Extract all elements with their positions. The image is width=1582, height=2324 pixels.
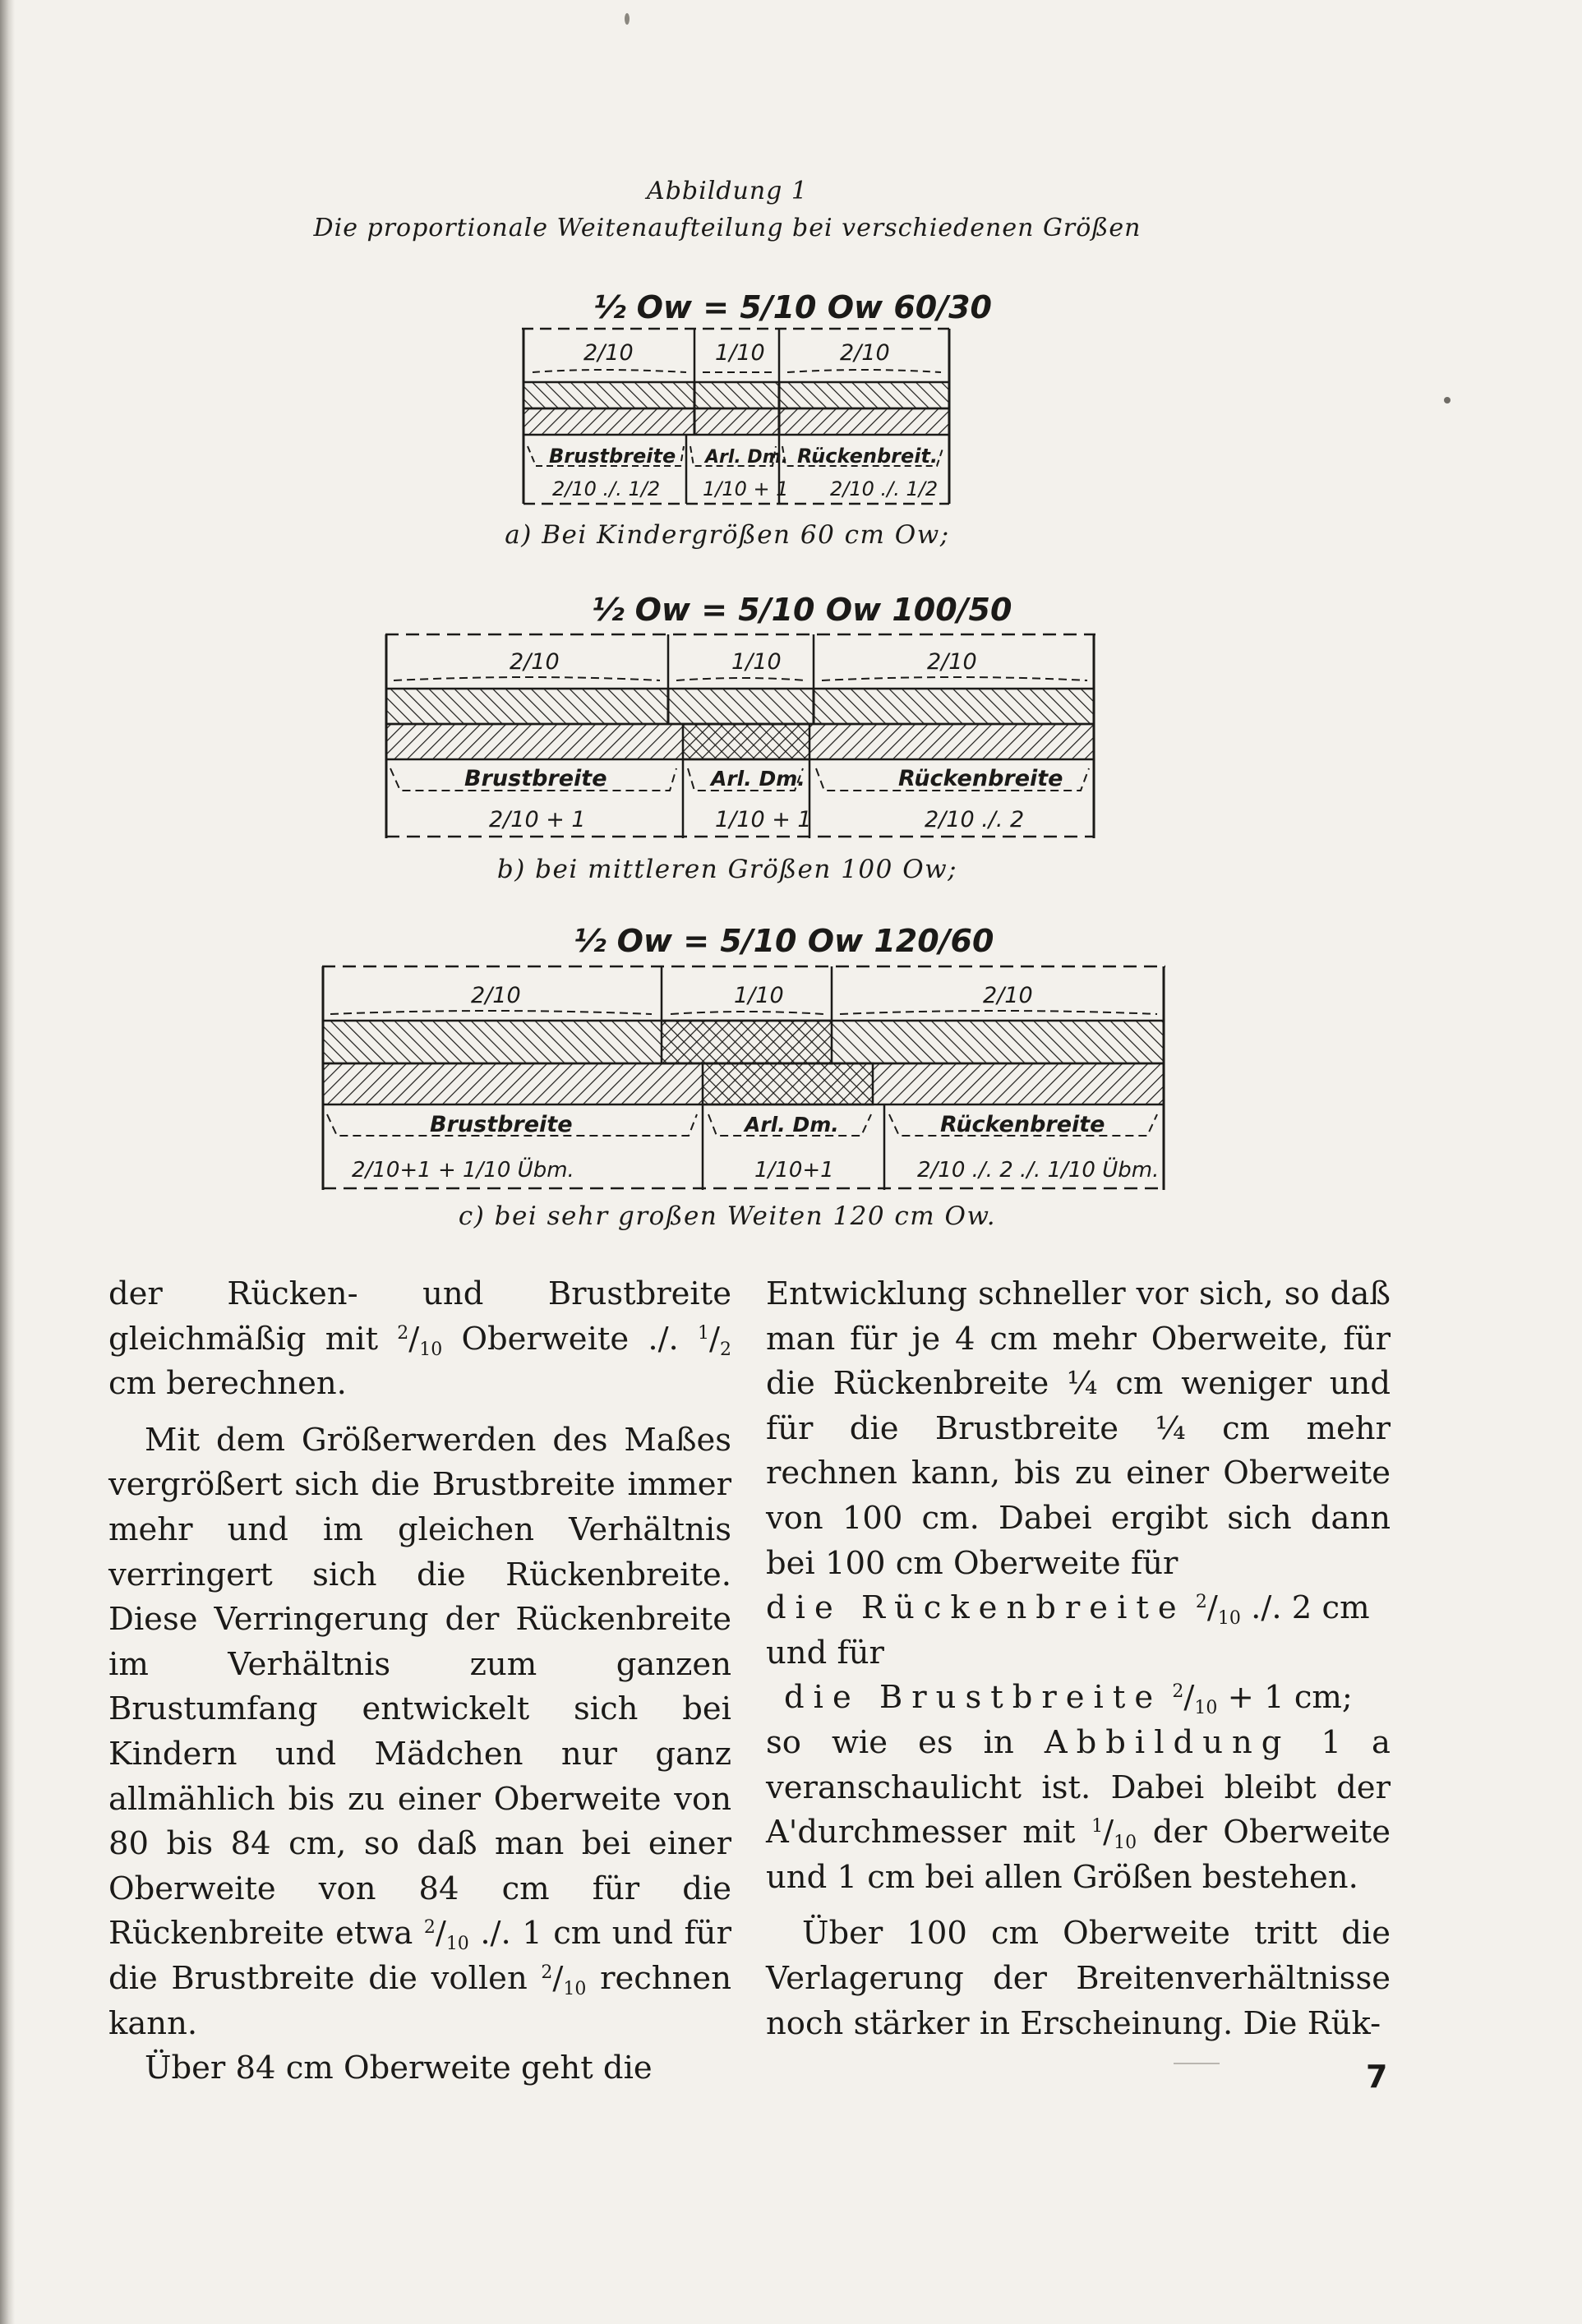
figure-b	[382, 592, 1105, 838]
page-number: 7	[1366, 2059, 1388, 2095]
figure-b-diagram	[382, 592, 1105, 838]
figure-b-caption: b) bei mittleren Größen 100 Ow;	[496, 855, 958, 884]
figure-b-title: ½ Ow = 5/10 Ow 100/50	[592, 592, 1012, 628]
figure-a-formula-1: 2/10 ./. 1/2	[552, 477, 661, 500]
fraction-quarter: ¼	[1067, 1365, 1098, 1403]
right-paragraph-1: Entwicklung schneller vor sich, so daß man für je 4 cm mehr Oberweite, für die Rückenbreite ¼ cm weniger und für die Brustbreite ¼ cm mehr rechnen kann, bis zu einer Oberweite von 100 cm. Dabei ergibt sich dann bei 100 cm Oberweite für	[766, 1275, 1391, 1582]
figure-b-top-3: 2/10	[927, 649, 977, 675]
fraction-two-tenths: $^2/_{10}$	[541, 1959, 587, 1999]
figure-a-title: ½ Ow = 5/10 Ow 60/30	[593, 289, 992, 325]
figure-a-caption: a) Bei Kindergrößen 60 cm Ow;	[505, 520, 950, 550]
fraction-one-tenth: $^1/_{10}$	[1091, 1814, 1137, 1854]
fraction-one-half: $^1/_2$	[698, 1320, 731, 1360]
page-edge-shadow	[0, 0, 15, 2324]
figure-b-formula-1: 2/10 + 1	[489, 807, 586, 832]
figure-a	[518, 289, 992, 507]
figure-b-formula-3: 2/10 ./. 2	[925, 807, 1025, 832]
figure-a-top-3: 2/10	[840, 340, 890, 366]
figure-b-formula-2: 1/10 + 1	[715, 807, 812, 832]
fraction-two-tenths: $^2/_{10}$	[423, 1915, 469, 1955]
figure-a-top-1: 2/10	[583, 340, 634, 366]
figure-c-name-brust: Brustbreite	[430, 1112, 573, 1137]
figure-a-name-brust: Brustbreite	[549, 445, 676, 468]
figure-b-top-1: 2/10	[510, 649, 560, 675]
figure-c-name-ruecken: Rückenbreite	[940, 1112, 1105, 1137]
print-speck	[1444, 397, 1451, 403]
figure-c-caption: c) bei sehr großen Weiten 120 cm Ow.	[458, 1201, 997, 1231]
figure-c-top-3: 2/10	[983, 983, 1033, 1008]
right-line-rueckenbreite: die Rückenbreite $^2/_{10}$ ./. 2 cm	[766, 1589, 1370, 1630]
figure-a-name-arl: Arl. Dm.	[705, 447, 788, 468]
fraction-two-tenths: $^2/_{10}$	[397, 1320, 443, 1360]
margin-mark	[1174, 2063, 1220, 2064]
figure-c-title: ½ Ow = 5/10 Ow 120/60	[574, 923, 994, 959]
figure-c-name-arl: Arl. Dm.	[745, 1113, 839, 1137]
figure-a-formula-3: 2/10 ./. 1/2	[830, 477, 939, 500]
figure-b-top-2: 1/10	[731, 649, 782, 675]
figure-a-formula-2: 1/10 + 1	[703, 477, 789, 500]
figure-c-formula-1: 2/10+1 + 1/10 Übm.	[352, 1158, 574, 1183]
figure-a-name-ruecken: Rückenbreit.	[797, 445, 939, 468]
fraction-quarter: ¼	[1155, 1409, 1186, 1447]
left-paragraph-1: der Rücken- und Brustbreite gleichmäßig mit $^2/_{10}$ Oberweite ./. $^1/_2$ cm berechnen.	[108, 1275, 731, 1403]
figure-b-name-ruecken: Rückenbreite	[898, 766, 1063, 791]
figure-label: Abbildung 1	[647, 177, 808, 205]
figure-c-formula-3: 2/10 ./. 2 ./. 1/10 Übm.	[917, 1158, 1160, 1183]
right-paragraph-3: Über 100 cm Oberweite tritt die Verlagerung der Breitenverhältnisse noch stärker in Erscheinung. Die Rük-	[766, 1915, 1391, 2042]
figure-b-name-arl: Arl. Dm.	[711, 767, 805, 791]
right-paragraph-2: so wie es in Abbildung 1 a veranschaulicht ist. Dabei bleibt der A'durchmesser mit $^1/_{10}$ der Oberweite und 1 cm bei allen Größen bestehen.	[766, 1723, 1391, 1896]
print-speck	[625, 13, 630, 25]
figure-c-diagram	[319, 920, 1174, 1192]
fraction-two-tenths: $^2/_{10}$	[1172, 1679, 1218, 1719]
figure-a-top-2: 1/10	[715, 340, 765, 366]
figure-title: Die proportionale Weitenaufteilung bei verschiedenen Größen	[313, 214, 1142, 242]
text-column-right	[766, 1272, 1391, 2046]
fraction-two-tenths: $^2/_{10}$	[1195, 1589, 1241, 1630]
left-paragraph-3: Über 84 cm Oberweite geht die	[145, 2050, 653, 2087]
figure-a-diagram	[518, 289, 992, 507]
figure-c	[319, 920, 1174, 1192]
text-column-left	[108, 1272, 731, 2091]
figure-c-top-2: 1/10	[734, 983, 784, 1008]
right-line-brustbreite: die Brustbreite $^2/_{10} + 1$ cm;	[784, 1679, 1353, 1719]
figure-c-formula-2: 1/10+1	[754, 1158, 834, 1183]
left-paragraph-2: Mit dem Größerwerden des Maßes vergrößert sich die Brustbreite immer mehr und im gleichen Verhältnis verringert sich die Rückenbreite. Diese Verringerung der Rückenbreite im Verhältnis zum ganzen Brustumfang entwickelt sich bei Kindern und Mädchen nur ganz allmählich bis zu einer Oberweite von 80 bis 84 cm, so daß man bei einer Oberweite von 84 cm für die Rückenbreite etwa $^2/_{10}$ ./. 1 cm und für die Brustbreite die vollen $^2/_{10}$ rechnen kann.	[108, 1421, 731, 2042]
figure-c-top-1: 2/10	[471, 983, 521, 1008]
figure-b-name-brust: Brustbreite	[464, 766, 607, 791]
right-line-und-fuer: und für	[766, 1634, 884, 1672]
